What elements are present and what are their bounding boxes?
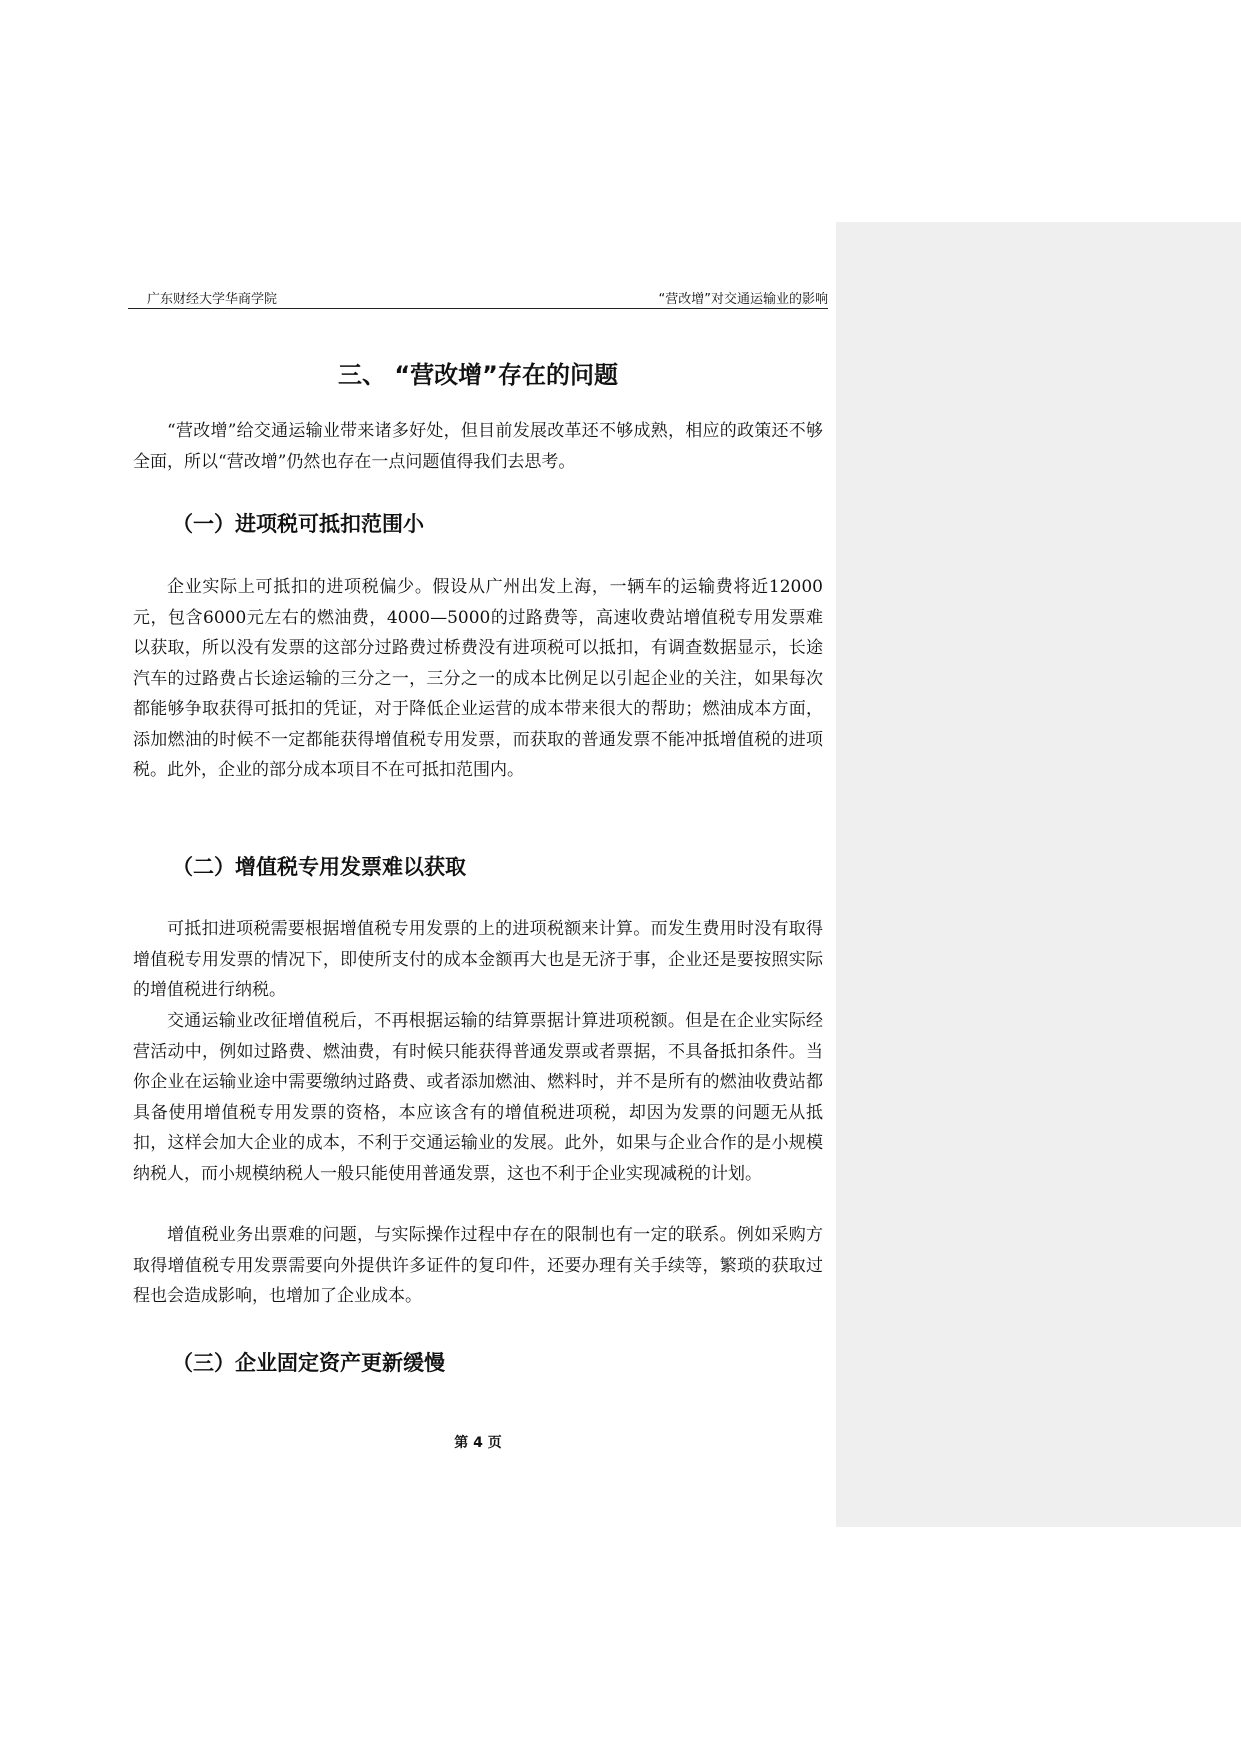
page-number: 第 4 页: [454, 1435, 502, 1451]
page-header: [128, 286, 828, 309]
section-2-paragraph-3: 增值税业务出票难的问题，与实际操作过程中存在的限制也有一定的联系。例如采购方取得增值税专用发票需要向外提供许多证件的复印件，还要办理有关手续等，繁琐的获取过程也会造成影响，也增加了企业成本。: [133, 1225, 823, 1306]
comment-pane: [836, 222, 1241, 1527]
subheading-1: （一）进项税可抵扣范围小: [172, 512, 424, 536]
subheading-2: （二）增值税专用发票难以获取: [172, 855, 466, 879]
section-2-paragraph-2: 交通运输业改征增值税后，不再根据运输的结算票据计算进项税额。但是在企业实际经营活动中，例如过路费、燃油费，有时候只能获得普通发票或者票据，不具备抵扣条件。当你企业在运输业途中需要缴纳过路费、或者添加燃油、燃料时，并不是所有的燃油收费站都具备使用增值税专用发票的资格，本应该含有的增值税进项税，却因为发票的问题无从抵扣，这样会加大企业的成本，不利于交通运输业的发展。此外，如果与企业合作的是小规模纳税人，而小规模纳税人一般只能使用普通发票，这也不利于企业实现减税的计划。: [133, 1011, 823, 1184]
intro-paragraph: “营改增”给交通运输业带来诸多好处，但目前发展改革还不够成熟，相应的政策还不够全面，所以“营改增”仍然也存在一点问题值得我们去思考。: [133, 421, 823, 472]
header-institution: 广东财经大学华商学院: [147, 292, 278, 307]
section-2-paragraph-1: 可抵扣进项税需要根据增值税专用发票的上的进项税额来计算。而发生费用时没有取得增值税专用发票的情况下，即使所支付的成本金额再大也是无济于事，企业还是要按照实际的增值税进行纳税。: [133, 919, 823, 1000]
section-1-paragraph-1: 企业实际上可抵扣的进项税偏少。假设从广州出发上海，一辆车的运输费将近12000元，包含6000元左右的燃油费，4000—5000的过路费等，高速收费站增值税专用发票难以获取，所以没有发票的这部分过路费过桥费没有进项税可以抵扣，有调查数据显示，长途汽车的过路费占长途运输的三分之一，三分之一的成本比例足以引起企业的关注，如果每次都能够争取获得可抵扣的凭证，对于降低企业运营的成本带来很大的帮助；燃油成本方面，添加燃油的时候不一定都能获得增值税专用发票，而获取的普通发票不能冲抵增值税的进项税。此外，企业的部分成本项目不在可抵扣范围内。: [133, 577, 823, 780]
header-paper-title: “营改增”对交通运输业的影响: [658, 292, 828, 307]
section-title: 三、 “营改增”存在的问题: [338, 361, 618, 389]
subheading-3: （三）企业固定资产更新缓慢: [172, 1351, 445, 1375]
